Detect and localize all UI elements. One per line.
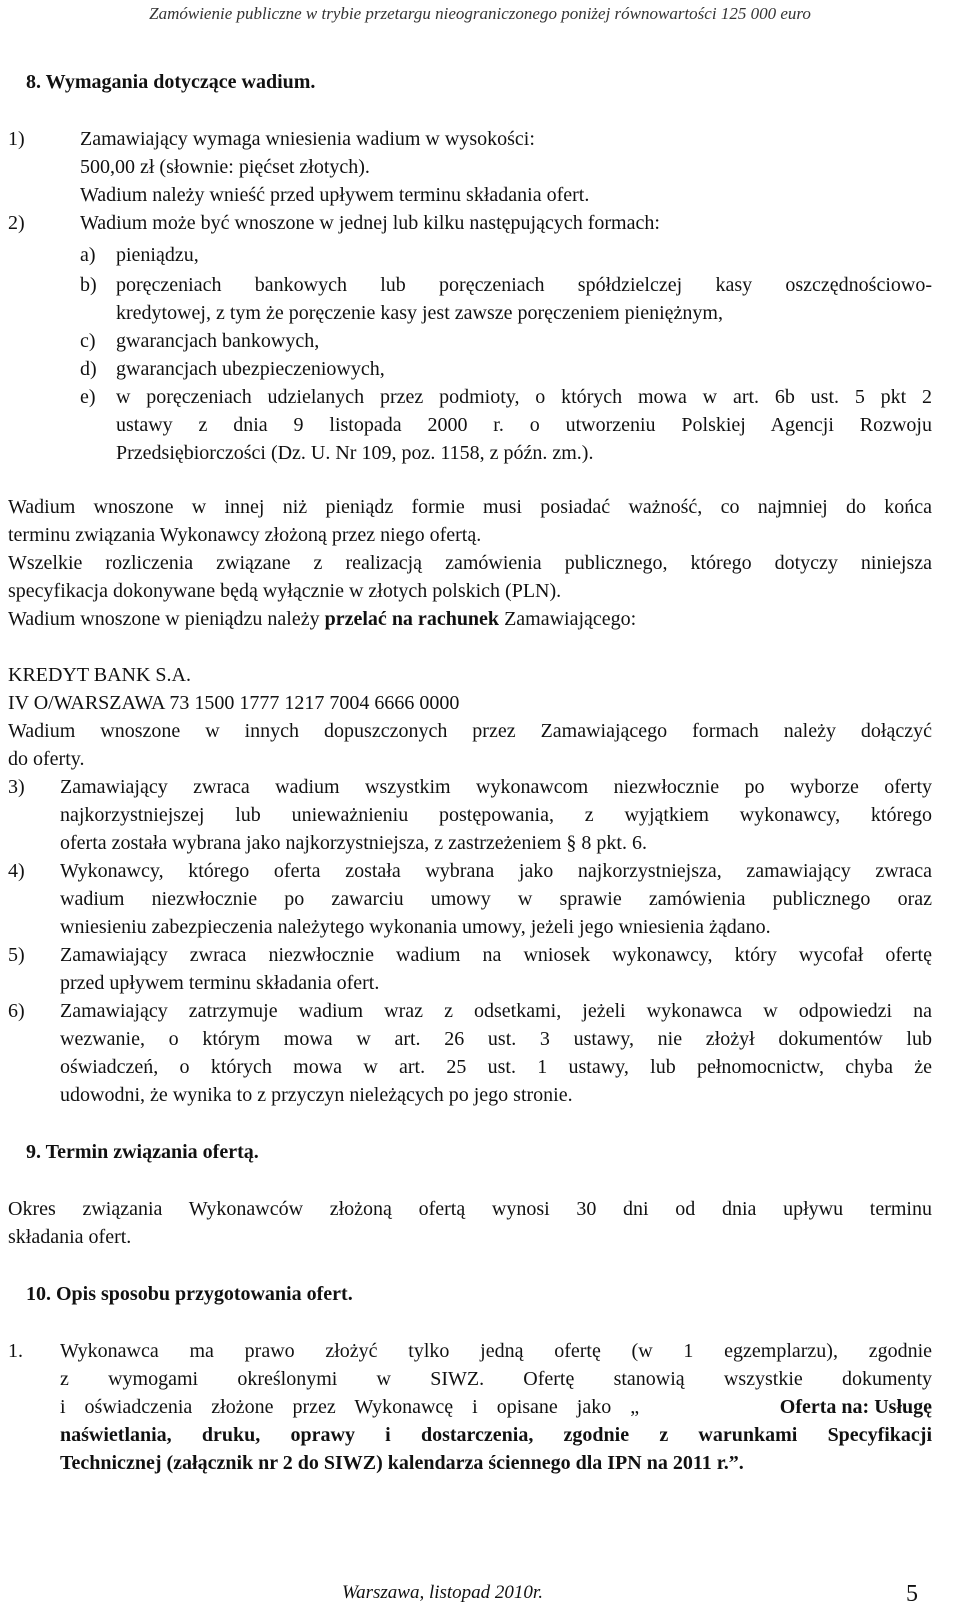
item-4-line: Wykonawcy, którego oferta została wybrana jako najkorzystniejsza, zamawiający zwraca bbox=[60, 860, 932, 882]
offer-title-bold: Technicznej (załącznik nr 2 do SIWZ) kalendarza ściennego dla IPN na 2011 r.”. bbox=[60, 1452, 744, 1474]
footer-date: Warszawa, listopad 2010r. bbox=[342, 1582, 543, 1603]
page-header: Zamówienie publiczne w trybie przetargu nieograniczonego poniżej równowartości 125 000 euro bbox=[149, 4, 811, 23]
item-2c-letter: c) bbox=[80, 330, 96, 352]
transfer-text-bold: przelać na rachunek bbox=[324, 608, 500, 630]
item-3-line: Zamawiający zwraca wadium wszystkim wykonawcom niezwłocznie po wyborze oferty bbox=[60, 776, 932, 798]
item-2b-line: kredytowej, z tym że poręczenie kasy jest zawsze poręczeniem pieniężnym, bbox=[116, 302, 723, 324]
item-2e-letter: e) bbox=[80, 386, 96, 408]
item-2e-line: Przedsiębiorczości (Dz. U. Nr 109, poz. 1158, z późn. zm.). bbox=[116, 442, 594, 464]
item-2d-letter: d) bbox=[80, 358, 97, 380]
paragraph-line: Okres związania Wykonawców złożoną ofertą wynosi 30 dni od dnia upływu terminu bbox=[8, 1198, 932, 1220]
item-10-1-line: Wykonawca ma prawo złożyć tylko jedną ofertę (w 1 egzemplarzu), zgodnie bbox=[60, 1340, 932, 1362]
item-4-line: wniesieniu zabezpieczenia należytego wykonania umowy, jeżeli jego wniesienia żądano. bbox=[60, 916, 771, 938]
item-2d-text: gwarancjach ubezpieczeniowych, bbox=[116, 358, 385, 380]
item-2b-line: poręczeniach bankowych lub poręczeniach spółdzielczej kasy oszczędnościowo- bbox=[116, 274, 932, 296]
item-2a-text: pieniądzu, bbox=[116, 244, 199, 266]
item-1-number: 1) bbox=[8, 128, 25, 150]
item-3-line: oferta została wybrana jako najkorzystniejsza, z zastrzeżeniem § 8 pkt. 6. bbox=[60, 832, 647, 854]
item-2-line: Wadium może być wnoszone w jednej lub kilku następujących formach: bbox=[80, 212, 660, 234]
item-1-amount: 500,00 zł (słownie: pięćset złotych). bbox=[80, 156, 370, 178]
item-5-number: 5) bbox=[8, 944, 25, 966]
item-6-line: udowodni, że wynika to z przyczyn nieleżących po jego stronie. bbox=[60, 1084, 573, 1106]
item-2-number: 2) bbox=[8, 212, 25, 234]
transfer-paragraph bbox=[8, 604, 636, 634]
item-10-1-number: 1. bbox=[8, 1340, 23, 1362]
item-3-number: 3) bbox=[8, 776, 25, 798]
item-6-line: Zamawiający zatrzymuje wadium wraz z odsetkami, jeżeli wykonawca w odpowiedzi na bbox=[60, 1000, 932, 1022]
offer-title-bold: naświetlania, druku, oprawy i dostarczenia, zgodnie z warunkami Specyfikacji bbox=[60, 1424, 932, 1446]
section-10-title: 10. Opis sposobu przygotowania ofert. bbox=[26, 1283, 353, 1305]
paragraph-line: do oferty. bbox=[8, 748, 85, 770]
item-5-line: przed upływem terminu składania ofert. bbox=[60, 972, 380, 994]
paragraph-line: Wadium wnoszone w innych dopuszczonych przez Zamawiającego formach należy dołączyć bbox=[8, 720, 932, 742]
item-3-line: najkorzystniejszej lub unieważnieniu postępowania, z wyjątkiem wykonawcy, którego bbox=[60, 804, 932, 826]
section-8-title: 8. Wymagania dotyczące wadium. bbox=[26, 71, 316, 93]
item-6-line: oświadczeń, o których mowa w art. 25 ust. 1 ustawy, lub pełnomocnictw, chyba że bbox=[60, 1056, 932, 1078]
item-2c-text: gwarancjach bankowych, bbox=[116, 330, 320, 352]
item-10-1-line: z wymogami określonymi w SIWZ. Ofertę stanowią wszystkie dokumenty bbox=[60, 1368, 932, 1390]
paragraph-line: Wszelkie rozliczenia związane z realizacją zamówienia publicznego, którego dotyczy niniejsza bbox=[8, 552, 932, 574]
item-10-1-line bbox=[60, 1392, 932, 1422]
item-2b-letter: b) bbox=[80, 274, 97, 296]
transfer-text-post: Zamawiającego: bbox=[499, 608, 637, 630]
item-6-line: wezwanie, o którym mowa w art. 26 ust. 3 ustawy, nie złożył dokumentów lub bbox=[60, 1028, 932, 1050]
paragraph-line: terminu związania Wykonawcy złożoną przez niego ofertą. bbox=[8, 524, 482, 546]
item-2e-line: w poręczeniach udzielanych przez podmioty, o których mowa w art. 6b ust. 5 pkt 2 bbox=[116, 386, 932, 408]
item-2e-line: ustawy z dnia 9 listopada 2000 r. o utworzeniu Polskiej Agencji Rozwoju bbox=[116, 414, 932, 436]
paragraph-line: składania ofert. bbox=[8, 1226, 132, 1248]
paragraph-line: Wadium wnoszone w innej niż pieniądz formie musi posiadać ważność, co najmniej do końca bbox=[8, 496, 932, 518]
transfer-text-pre: Wadium wnoszone w pieniądzu należy bbox=[8, 608, 325, 630]
bank-account: IV O/WARSZAWA 73 1500 1777 1217 7004 6666 0000 bbox=[8, 692, 460, 714]
offer-title-bold: Oferta na: Usługę bbox=[779, 1396, 932, 1418]
item-1-line: Wadium należy wnieść przed upływem terminu składania ofert. bbox=[80, 184, 590, 206]
item-2a-letter: a) bbox=[80, 244, 96, 266]
bank-name: KREDYT BANK S.A. bbox=[8, 664, 191, 686]
paragraph-line: specyfikacja dokonywane będą wyłącznie w złotych polskich (PLN). bbox=[8, 580, 562, 602]
item-6-number: 6) bbox=[8, 1000, 25, 1022]
offer-desc-pre: i oświadczenia złożone przez Wykonawcę i opisane jako „ bbox=[60, 1396, 640, 1418]
section-9-title: 9. Termin związania ofertą. bbox=[26, 1141, 259, 1163]
item-4-number: 4) bbox=[8, 860, 25, 882]
item-1-line: Zamawiający wymaga wniesienia wadium w wysokości: bbox=[80, 128, 535, 150]
item-5-line: Zamawiający zwraca niezwłocznie wadium na wniosek wykonawcy, który wycofał ofertę bbox=[60, 944, 932, 966]
item-4-line: wadium niezwłocznie po zawarciu umowy w sprawie zamówienia publicznego oraz bbox=[60, 888, 932, 910]
page-number: 5 bbox=[906, 1581, 918, 1607]
